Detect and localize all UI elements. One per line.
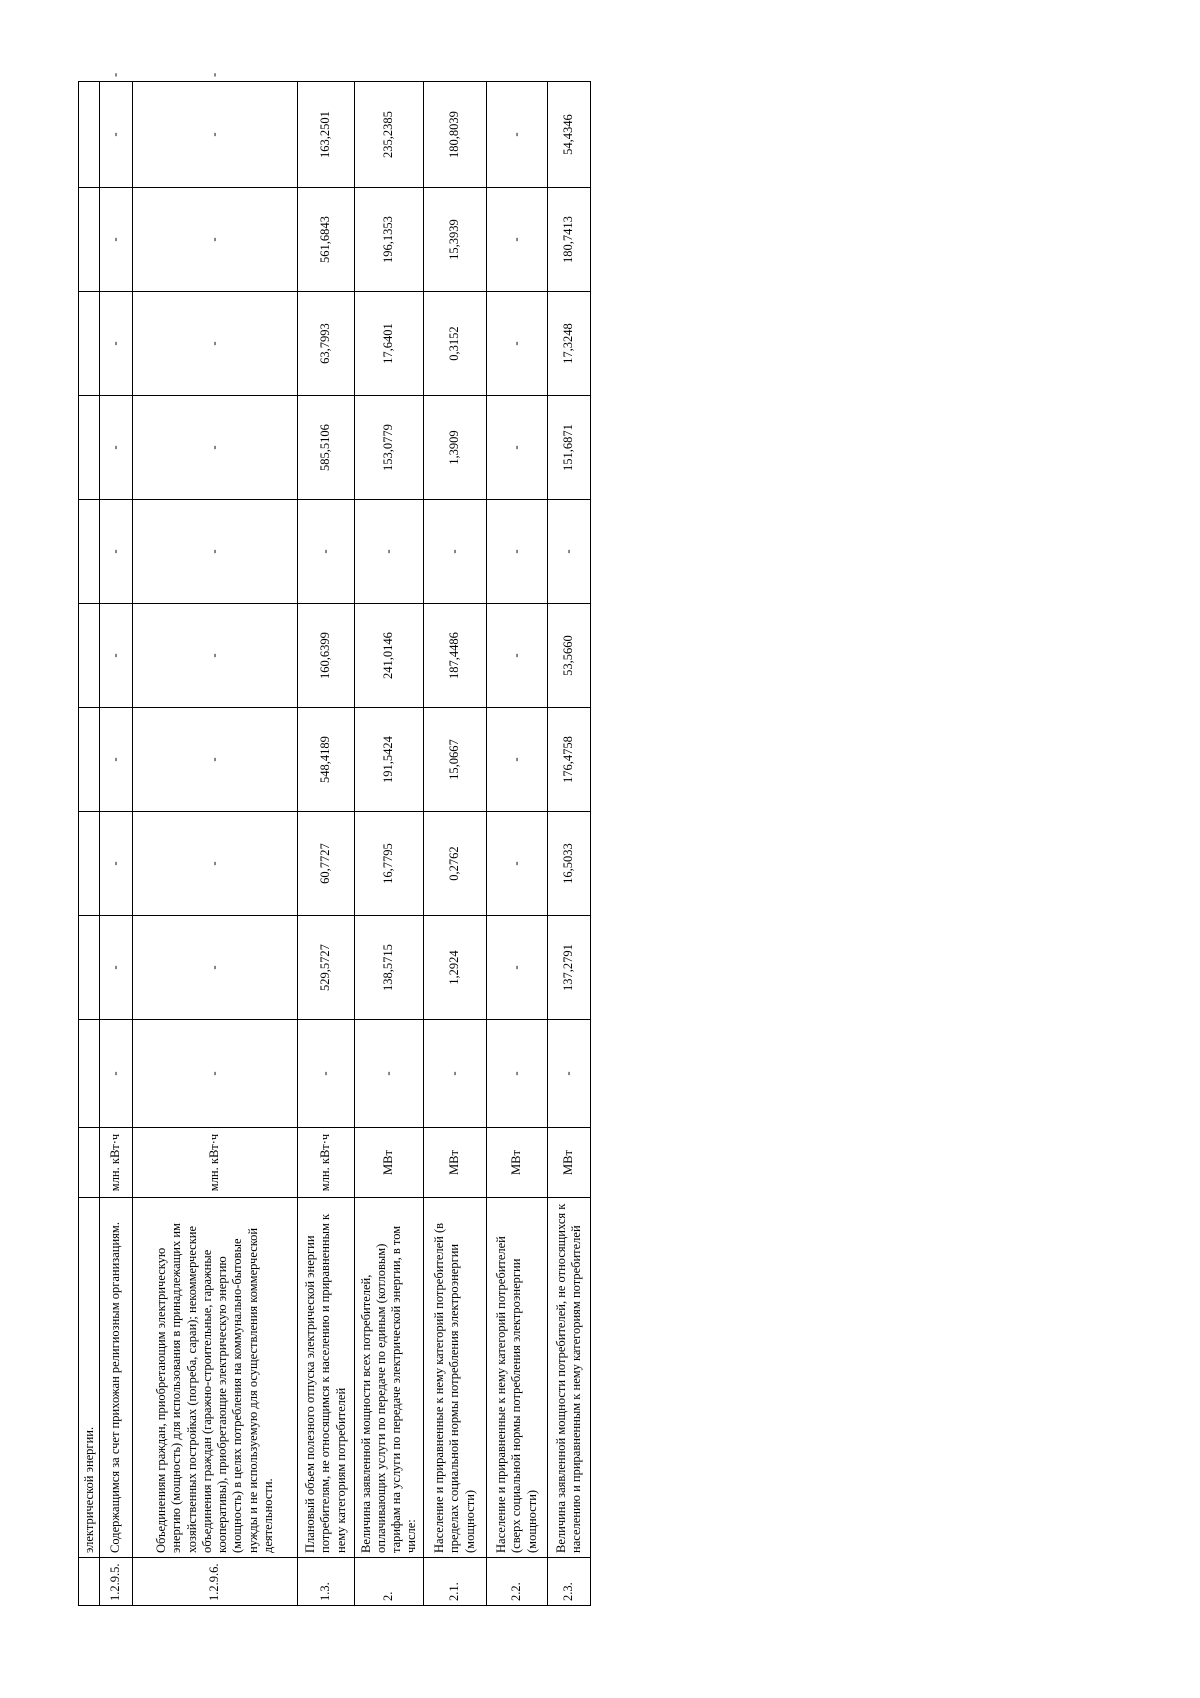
value-cell: 0,3152 <box>424 292 487 396</box>
table-row <box>487 82 548 1606</box>
value-cell: 1,2924 <box>424 916 487 1020</box>
row-number-cell: 2.1. <box>424 1558 487 1606</box>
value-cell: 16,7795 <box>355 812 424 916</box>
value-cell: - <box>487 188 548 292</box>
value-cell: - <box>100 188 133 292</box>
row-number-cell: 2.3. <box>548 1558 591 1606</box>
value-cell: 187,4486 <box>424 604 487 708</box>
value-cell: - <box>548 500 591 604</box>
unit-cell: МВт <box>487 1128 548 1198</box>
value-cell: 53,5660 <box>548 604 591 708</box>
value-cell: - <box>487 82 548 188</box>
value-cell: 16,5033 <box>548 812 591 916</box>
value-cell: 191,5424 <box>355 708 424 812</box>
value-cell: 561,6843 <box>298 188 355 292</box>
value-cell: - <box>487 916 548 1020</box>
value-cell: - <box>100 1020 133 1128</box>
value-cell: - <box>133 292 298 396</box>
value-cell: - <box>133 188 298 292</box>
row-number-cell: 1.2.9.6. <box>133 1558 298 1606</box>
row-number-cell <box>79 1558 100 1606</box>
value-cell: - <box>298 500 355 604</box>
unit-cell: МВт <box>424 1128 487 1198</box>
table-row-continuation <box>79 82 100 1606</box>
value-cell: - <box>548 1020 591 1128</box>
value-cell: - <box>487 292 548 396</box>
value-cell: 176,4758 <box>548 708 591 812</box>
value-cell: 163,2501 <box>298 82 355 188</box>
value-cell: - <box>487 396 548 500</box>
value-cell: 585,5106 <box>298 396 355 500</box>
value-cell: 0,2762 <box>424 812 487 916</box>
value-cell: - <box>487 708 548 812</box>
row-description-cell: Население и приравненные к нему категорий потребителей (сверх социальной нормы потребления электроэнергии (мощности) <box>487 1198 548 1558</box>
table-row: 1.2.9.6. Объединениям граждан, приобретающим электрическую энергию (мощность) для использования в принадлежащих им хозяйственных постройках (погреба, сараи); некоммерческие объединения граждан (гаражно-строительные, гаражные кооперативы), приобретающие электрическую энергию (мощность) в целях потребления на коммунально-бытовые нужды и не используемую для осуществления коммерческой деятельности. млн. кВт·ч - - - - - - - - - - - <box>133 82 298 1606</box>
value-cell: 241,0146 <box>355 604 424 708</box>
table-row <box>548 82 591 1606</box>
value-cell: - <box>133 1020 298 1128</box>
value-cell: 60,7727 <box>298 812 355 916</box>
value-cell: - <box>100 292 133 396</box>
row-number-cell: 1.3. <box>298 1558 355 1606</box>
row-description-cell: электрической энергии. <box>79 1198 100 1558</box>
table-row: 1.2.9.5. Содержащимся за счет прихожан религиозным организациям. млн. кВт·ч - - - - - - - - - - - <box>100 82 133 1606</box>
value-cell: 548,4189 <box>298 708 355 812</box>
value-cell: - <box>133 396 298 500</box>
value-cell: - <box>487 812 548 916</box>
value-cell: - <box>100 916 133 1020</box>
value-cell: - <box>133 82 298 188</box>
value-cell: 63,7993 <box>298 292 355 396</box>
value-cell: - <box>355 500 424 604</box>
value-cell: - <box>100 708 133 812</box>
unit-cell: млн. кВт·ч <box>133 1128 298 1198</box>
value-cell: 529,5727 <box>298 916 355 1020</box>
value-cell: 1,3909 <box>424 396 487 500</box>
value-cell: 153,0779 <box>355 396 424 500</box>
value-cell: 160,6399 <box>298 604 355 708</box>
table-row <box>424 82 487 1606</box>
value-cell: 15,0667 <box>424 708 487 812</box>
value-cell: 138,5715 <box>355 916 424 1020</box>
value-cell: 180,8039 <box>424 82 487 188</box>
unit-cell: млн. кВт·ч <box>100 1128 133 1198</box>
row-number-cell: 1.2.9.5. <box>100 1558 133 1606</box>
value-cell: - <box>100 500 133 604</box>
value-cell: 137,2791 <box>548 916 591 1020</box>
table-row <box>355 82 424 1606</box>
value-cell: 15,3939 <box>424 188 487 292</box>
value-cell: - <box>100 396 133 500</box>
value-cell: 17,6401 <box>355 292 424 396</box>
rotated-page <box>78 72 583 1606</box>
value-cell: 151,6871 <box>548 396 591 500</box>
value-cell: - <box>100 82 133 188</box>
row-description-cell: Объединениям граждан, приобретающим электрическую энергию (мощность) для использования в принадлежащих им хозяйственных постройках (погреба, сараи); некоммерческие объединения граждан (гаражно-строительные, гаражные кооперативы), приобретающие электрическую энергию (мощность) в целях потребления на коммунально-бытовые нужды и не используемую для осуществления коммерческой деятельности. <box>133 1198 298 1558</box>
value-cell: 17,3248 <box>548 292 591 396</box>
value-cell: 235,2385 <box>355 82 424 188</box>
value-cell: - <box>487 500 548 604</box>
value-cell: 180,7413 <box>548 188 591 292</box>
unit-cell: млн. кВт·ч <box>298 1128 355 1198</box>
value-cell: - <box>100 604 133 708</box>
value-cell: - <box>133 916 298 1020</box>
value-cell: - <box>133 708 298 812</box>
value-cell: - <box>487 604 548 708</box>
row-description-cell: Содержащимся за счет прихожан религиозным организациям. <box>100 1198 133 1558</box>
row-description-cell: Плановый объем полезного отпуска электрической энергии потребителям, не относящимся к населению и приравненным к нему категориям потребителей <box>298 1198 355 1558</box>
value-cell: 54,4346 <box>548 82 591 188</box>
unit-cell: МВт <box>355 1128 424 1198</box>
value-cell: - <box>100 812 133 916</box>
value-cell: - <box>424 500 487 604</box>
value-cell: - <box>298 1020 355 1128</box>
value-cell: - <box>133 812 298 916</box>
table-row <box>298 82 355 1606</box>
row-description-cell: Величина заявленной мощности потребителей, не относящихся к населению и приравненным к нему категориям потребителей <box>548 1198 591 1558</box>
value-cell: - <box>487 1020 548 1128</box>
unit-cell: МВт <box>548 1128 591 1198</box>
value-cell: 196,1353 <box>355 188 424 292</box>
value-cell: - <box>424 1020 487 1128</box>
row-number-cell: 2. <box>355 1558 424 1606</box>
row-description-cell: Население и приравненные к нему категорий потребителей (в пределах социальной нормы потребления электроэнергии (мощности) <box>424 1198 487 1558</box>
row-number-cell: 2.2. <box>487 1558 548 1606</box>
value-cell: - <box>355 1020 424 1128</box>
value-cell: - <box>133 604 298 708</box>
value-cell: - <box>133 500 298 604</box>
tariff-table <box>78 72 591 1606</box>
row-description-cell: Величина заявленной мощности всех потребителей, оплачивающих услуги по передаче по единым (котловым) тарифам на услуги по передаче электрической энергии, в том числе: <box>355 1198 424 1558</box>
